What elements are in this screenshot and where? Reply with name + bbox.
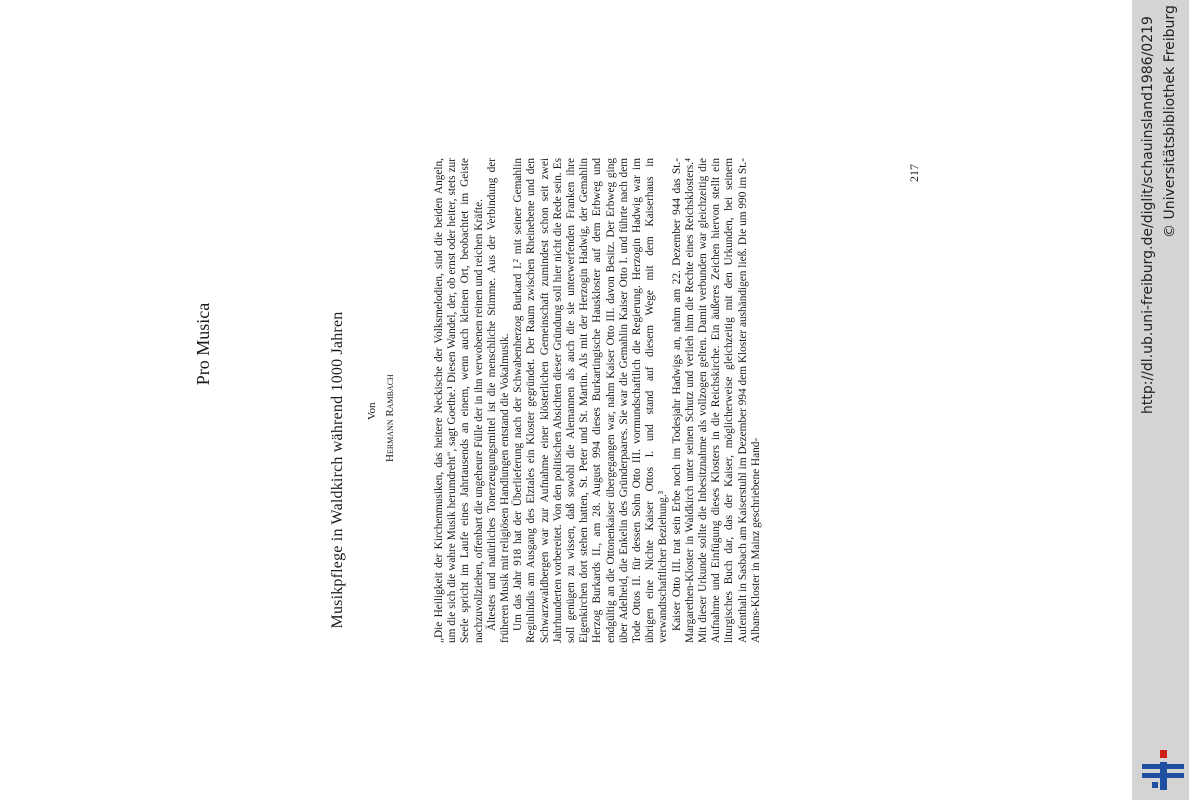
article-title: Pro Musica (193, 302, 213, 386)
article-subtitle: Musikpflege in Waldkirch während 1000 Jahren (329, 311, 346, 629)
paragraph: Kaiser Otto III. trat sein Erbe noch im Todesjahr Hadwigs an, nahm am 22. Dezember 944 das St.-Margarethen-Kloster in Waldkirch unter seinen Schutz und verlieh ihm die Rechte eines Reichsklosters.⁴ Mit dieser Urkunde sollte die Inbesitznahme als vollzogen gelten. Damit verbunden war gleichzeitig die Aufnahme und Einfügung dieses Klosters in die Reichskirche. Ein äußeres Zeichen hiervon stellt ein liturgisches Buch dar, das der Kaiser, möglicherweise gleichzeitig mit den Urkunden, bei seinem Aufenthalt in Sasbach am Kaiserstuhl im Dezember 994 dem Kloster aushändigen ließ. Die um 990 im St.-Albans-Kloster in Mainz geschriebene Hand- (670, 158, 762, 643)
author-name: Hermann Rambach (384, 374, 396, 462)
page-number: 217 (907, 164, 921, 182)
source-url-link[interactable]: http://dl.ub.uni-freiburg.de/diglit/schauinsland1986/0219 (1140, 16, 1156, 414)
paragraph: Ältestes und natürliches Tonerzeugungsmittel ist die menschliche Stimme. Aus der Verbindung der früheren Musik mit religiösen Handlungen entstand die Vokalmusik. (485, 158, 512, 643)
copyright-notice: © Universitätsbibliothek Freiburg (1162, 5, 1178, 238)
paragraph: Um das Jahr 918 hat der Überlieferung nach der Schwabenherzog Burkard I.² mit seiner Gemahlin Reginlindis am Ausgang des Elztales ein Kloster gegründet. Der Raum zwischen Rheinebene und den Schwarzwaldbergen war zur Aufnahme einer klösterlichen Gemeinschaft zumindest schon seit zwei Jahrhunderten vorbereitet. Von den politischen Absichten dieser Gründung soll hier nicht die Rede sein. Es soll genügen zu wissen, daß sowohl die Alemannen als auch die sie unterwerfenden Franken ihre Eigenkirchen dort stehen hatten, St. Peter und St. Martin. Als mit der Herzogin Hadwig, der Gemahlin Herzog Burkards II., am 28. August 994 dieses Burkartingische Hauskloster auf dem Erbweg und endgültig an die Ottonenkaiser übergegangen war, nahm Kaiser Otto III. davon Besitz. Der Erbweg ging über Adelheid, die Enkelin des Gründerpaares. Sie war die Gemahlin Kaiser Otto I. und führte nach dem Tode Ottos II. für dessen Sohn Otto III. vormundschaftlich die Regierung. Herzogin Hadwig war im übrigen eine Nichte Kaiser Ottos I. und stand auf diesem Wege mit dem Kaiserhaus in verwandtschaftlicher Beziehung.³ (512, 158, 670, 643)
paragraph: „Die Heiligkeit der Kirchenmusiken, das heitere Neckische der Volksmelodien, sind die beiden Angeln, um die sich die wahre Musik herumdreht", sagt Goethe.¹ Diesen Wandel, der, ob ernst oder heiter, stets zur Seele spricht im Laufe eines Jahrtausends an einem, wenn auch kleinen Ort, beobachtet im Geiste nachzuvollziehen, offenbart die ungeheure Fülle der in ihn verwobenen reinen und reichen Kräfte. (433, 158, 485, 643)
byline-von: Von (366, 402, 378, 420)
article-body (433, 158, 763, 643)
university-library-logo-icon (1142, 748, 1184, 792)
